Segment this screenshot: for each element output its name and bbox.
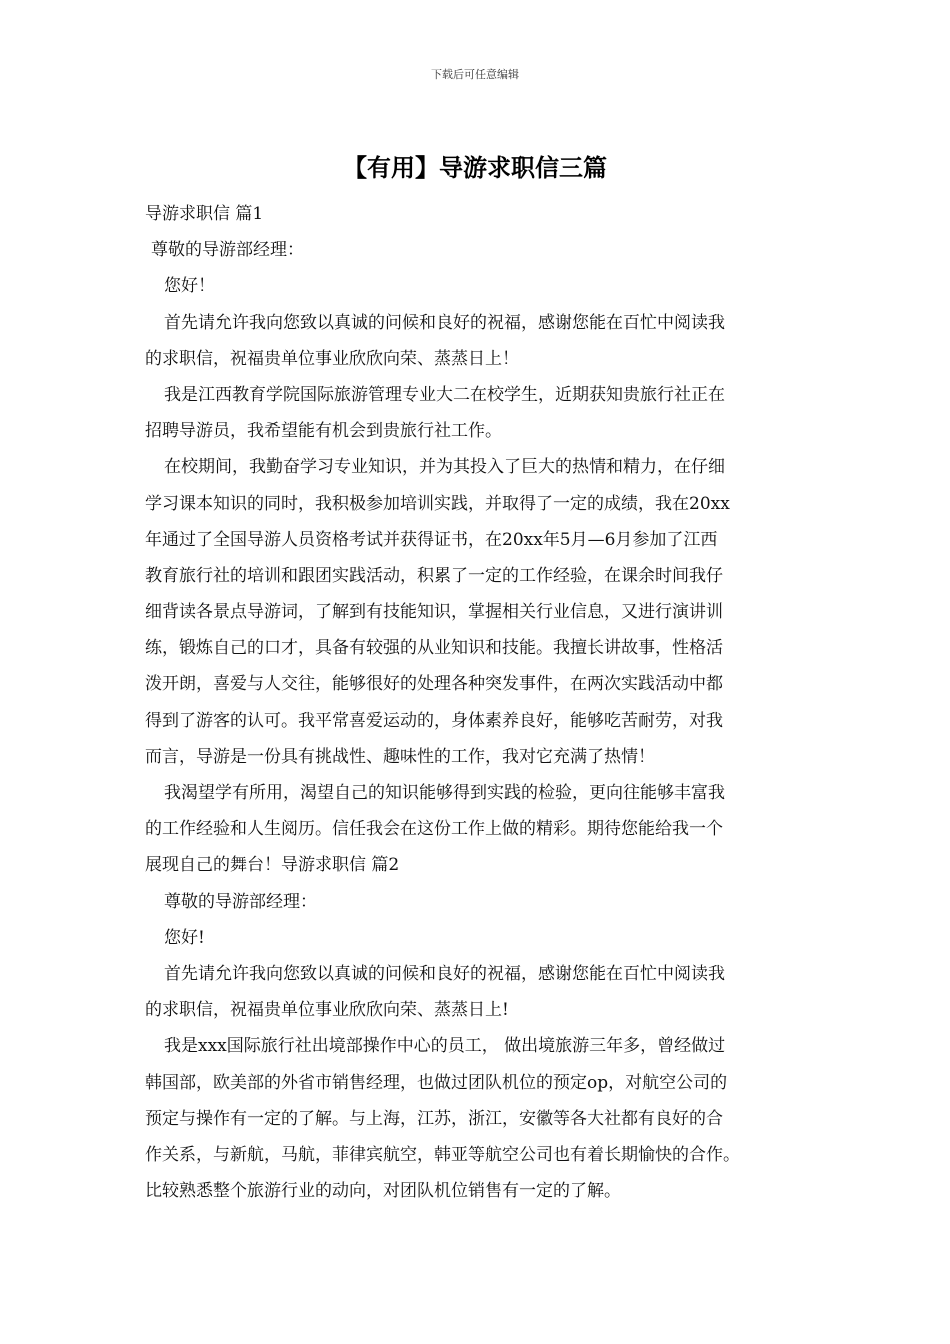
header-note: 下载后可任意编辑 — [431, 68, 519, 81]
salutation: 尊敬的导游部经理： — [151, 240, 304, 261]
paragraph-line: 而言，导游是一份具有挑战性、趣味性的工作，我对它充满了热情！ — [145, 746, 655, 767]
paragraph-line: 学习课本知识的同时，我积极参加培训实践，并取得了一定的成绩，我在20xx — [145, 493, 730, 514]
paragraph-line: 招聘导游员，我希望能有机会到贵旅行社工作。 — [145, 421, 502, 442]
greeting: 您好！ — [164, 276, 215, 297]
paragraph-line: 细背读各景点导游词，了解到有技能知识，掌握相关行业信息，又进行演讲训 — [145, 602, 723, 623]
document-body — [145, 196, 825, 1209]
salutation: 尊敬的导游部经理： — [164, 891, 317, 912]
paragraph-line: 我是江西教育学院国际旅游管理专业大二在校学生，近期获知贵旅行社正在 — [164, 384, 725, 405]
section-heading-1: 导游求职信 篇1 — [145, 204, 264, 224]
paragraph-line: 作关系，与新航，马航，菲律宾航空，韩亚等航空公司也有着长期愉快的合作。 — [145, 1144, 740, 1165]
document-title: 【有用】导游求职信三篇 — [343, 154, 607, 182]
paragraph-line: 我是xxx国际旅行社出境部操作中心的员工， 做出境旅游三年多，曾经做过 — [164, 1036, 726, 1057]
paragraph-line: 首先请允许我向您致以真诚的问候和良好的祝福，感谢您能在百忙中阅读我 — [164, 312, 725, 333]
paragraph-line: 年通过了全国导游人员资格考试并获得证书，在20xx年5月—6月参加了江西 — [145, 529, 718, 550]
paragraph-line: 的求职信，祝福贵单位事业欣欣向荣、蒸蒸日上! — [145, 1000, 509, 1021]
paragraph-line: 预定与操作有一定的了解。与上海，江苏，浙江，安徽等各大社都有良好的合 — [145, 1108, 723, 1129]
paragraph-line: 我渴望学有所用，渴望自己的知识能够得到实践的检验，更向往能够丰富我 — [164, 783, 725, 803]
paragraph-line: 练，锻炼自己的口才，具备有较强的从业知识和技能。我擅长讲故事，性格活 — [145, 638, 723, 659]
paragraph-line: 韩国部，欧美部的外省市销售经理，也做过团队机位的预定op，对航空公司的 — [145, 1072, 728, 1093]
greeting: 您好! — [164, 927, 205, 948]
paragraph-line: 的求职信，祝福贵单位事业欣欣向荣、蒸蒸日上！ — [145, 348, 519, 369]
paragraph-line: 泼开朗，喜爱与人交往，能够很好的处理各种突发事件，在两次实践活动中都 — [145, 674, 723, 695]
paragraph-line: 教育旅行社的培训和跟团实践活动，积累了一定的工作经验，在课余时间我仔 — [145, 565, 723, 586]
paragraph-line: 比较熟悉整个旅游行业的动向，对团队机位销售有一定的了解。 — [145, 1181, 621, 1202]
paragraph-line: 在校期间，我勤奋学习专业知识，并为其投入了巨大的热情和精力，在仔细 — [164, 457, 725, 478]
paragraph-line: 的工作经验和人生阅历。信任我会在这份工作上做的精彩。期待您能给我一个 — [145, 819, 723, 840]
paragraph-line: 首先请允许我向您致以真诚的问候和良好的祝福，感谢您能在百忙中阅读我 — [164, 963, 725, 984]
paragraph-line: 得到了游客的认可。我平常喜爱运动的，身体素养良好，能够吃苦耐劳，对我 — [145, 710, 723, 731]
paragraph-line: 展现自己的舞台！导游求职信 篇2 — [145, 855, 400, 876]
